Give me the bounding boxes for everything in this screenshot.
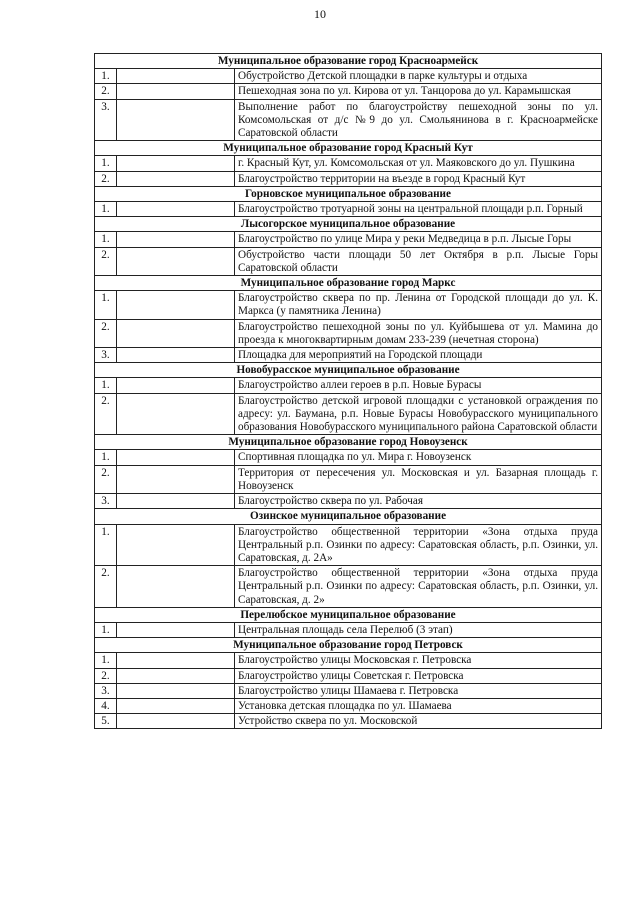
empty-cell xyxy=(117,319,235,347)
empty-cell xyxy=(117,566,235,608)
table-row xyxy=(95,683,602,698)
row-number: 1. xyxy=(95,202,117,217)
empty-cell xyxy=(117,232,235,247)
table-row xyxy=(95,348,602,363)
section-title: Лысогорское муниципальное образование xyxy=(95,217,602,232)
table-row xyxy=(95,156,602,171)
row-number: 2. xyxy=(95,566,117,608)
empty-cell xyxy=(117,524,235,566)
project-description: Обустройство Детской площадки в парке культуры и отдыха xyxy=(235,69,602,84)
section-title: Озинское муниципальное образование xyxy=(95,509,602,524)
table-row xyxy=(95,698,602,713)
table-row xyxy=(95,524,602,566)
row-number: 1. xyxy=(95,291,117,319)
empty-cell xyxy=(117,84,235,99)
table-row xyxy=(95,714,602,729)
project-description: Спортивная площадка по ул. Мира г. Новоузенск xyxy=(235,450,602,465)
row-number: 1. xyxy=(95,653,117,668)
row-number: 2. xyxy=(95,319,117,347)
section-title: Муниципальное образование город Петровск xyxy=(95,638,602,653)
table-row xyxy=(95,378,602,393)
table-row xyxy=(95,171,602,186)
empty-cell xyxy=(117,683,235,698)
empty-cell xyxy=(117,171,235,186)
section-header-row xyxy=(95,276,602,291)
empty-cell xyxy=(117,494,235,509)
row-number: 2. xyxy=(95,668,117,683)
table-row xyxy=(95,566,602,608)
table-row xyxy=(95,494,602,509)
empty-cell xyxy=(117,393,235,435)
empty-cell xyxy=(117,69,235,84)
project-description: Благоустройство общественной территории «Зона отдыха пруда Центральный р.п. Озинки по адресу: Саратовская область, р.п. Озинки, ул. Саратовская, д. 2» xyxy=(235,566,602,608)
table-row xyxy=(95,247,602,275)
row-number: 1. xyxy=(95,524,117,566)
project-description: Благоустройство по улице Мира у реки Медведица в р.п. Лысые Горы xyxy=(235,232,602,247)
section-title: Муниципальное образование город Красноармейск xyxy=(95,54,602,69)
empty-cell xyxy=(117,465,235,493)
table-row xyxy=(95,99,602,141)
row-number: 2. xyxy=(95,465,117,493)
row-number: 2. xyxy=(95,84,117,99)
row-number: 1. xyxy=(95,622,117,637)
project-description: Благоустройство общественной территории «Зона отдыха пруда Центральный р.п. Озинки по адресу: Саратовская область, р.п. Озинки, ул. Саратовская, д. 2А» xyxy=(235,524,602,566)
section-title: Муниципальное образование город Новоузенск xyxy=(95,435,602,450)
project-description: Площадка для мероприятий на Городской площади xyxy=(235,348,602,363)
row-number: 1. xyxy=(95,232,117,247)
empty-cell xyxy=(117,653,235,668)
project-description: Центральная площадь села Перелюб (3 этап) xyxy=(235,622,602,637)
section-header-row xyxy=(95,54,602,69)
project-description: Благоустройство детской игровой площадки с установкой ограждения по адресу: ул. Баумана, р.п. Новые Бурасы Новобурасского муниципального образования Новобурасского муниципального района Саратовской области xyxy=(235,393,602,435)
table-row xyxy=(95,232,602,247)
section-title: Муниципальное образование город Красный Кут xyxy=(95,141,602,156)
empty-cell xyxy=(117,156,235,171)
projects-table xyxy=(94,53,602,729)
project-description: Устройство сквера по ул. Московской xyxy=(235,714,602,729)
section-header-row xyxy=(95,607,602,622)
row-number: 3. xyxy=(95,348,117,363)
project-description: Благоустройство территории на въезде в город Красный Кут xyxy=(235,171,602,186)
project-description: Благоустройство улицы Шамаева г. Петровска xyxy=(235,683,602,698)
section-title: Перелюбское муниципальное образование xyxy=(95,607,602,622)
empty-cell xyxy=(117,668,235,683)
section-header-row xyxy=(95,435,602,450)
table-row xyxy=(95,69,602,84)
empty-cell xyxy=(117,714,235,729)
table-row xyxy=(95,465,602,493)
row-number: 2. xyxy=(95,393,117,435)
table-row xyxy=(95,653,602,668)
table-row xyxy=(95,450,602,465)
table-row xyxy=(95,291,602,319)
empty-cell xyxy=(117,99,235,141)
table-row xyxy=(95,622,602,637)
project-description: г. Красный Кут, ул. Комсомольская от ул. Маяковского до ул. Пушкина xyxy=(235,156,602,171)
project-description: Благоустройство сквера по пр. Ленина от Городской площади до ул. К. Маркса (у памятника Ленина) xyxy=(235,291,602,319)
project-description: Благоустройство тротуарной зоны на центральной площади р.п. Горный xyxy=(235,202,602,217)
project-description: Пешеходная зона по ул. Кирова от ул. Танцорова до ул. Карамышская xyxy=(235,84,602,99)
row-number: 5. xyxy=(95,714,117,729)
row-number: 1. xyxy=(95,156,117,171)
row-number: 3. xyxy=(95,99,117,141)
section-title: Новобурасское муниципальное образование xyxy=(95,363,602,378)
section-header-row xyxy=(95,509,602,524)
empty-cell xyxy=(117,291,235,319)
row-number: 1. xyxy=(95,450,117,465)
table-row xyxy=(95,668,602,683)
section-header-row xyxy=(95,186,602,201)
empty-cell xyxy=(117,348,235,363)
project-description: Благоустройство улицы Советская г. Петровска xyxy=(235,668,602,683)
table-row xyxy=(95,202,602,217)
section-title: Горновское муниципальное образование xyxy=(95,186,602,201)
section-header-row xyxy=(95,363,602,378)
section-header-row xyxy=(95,638,602,653)
table-row xyxy=(95,319,602,347)
empty-cell xyxy=(117,202,235,217)
empty-cell xyxy=(117,622,235,637)
table-row xyxy=(95,84,602,99)
project-description: Благоустройство пешеходной зоны по ул. Куйбышева от ул. Мамина до проезда к многоквартирным домам 233-239 (нечетная сторона) xyxy=(235,319,602,347)
empty-cell xyxy=(117,378,235,393)
row-number: 4. xyxy=(95,698,117,713)
row-number: 2. xyxy=(95,171,117,186)
row-number: 1. xyxy=(95,69,117,84)
project-description: Благоустройство улицы Московская г. Петровска xyxy=(235,653,602,668)
project-description: Установка детская площадка по ул. Шамаева xyxy=(235,698,602,713)
empty-cell xyxy=(117,450,235,465)
empty-cell xyxy=(117,698,235,713)
project-description: Обустройство части площади 50 лет Октября в р.п. Лысые Горы Саратовской области xyxy=(235,247,602,275)
section-header-row xyxy=(95,217,602,232)
row-number: 1. xyxy=(95,378,117,393)
row-number: 3. xyxy=(95,494,117,509)
project-description: Благоустройство сквера по ул. Рабочая xyxy=(235,494,602,509)
project-description: Территория от пересечения ул. Московская и ул. Базарная площадь г. Новоузенск xyxy=(235,465,602,493)
row-number: 2. xyxy=(95,247,117,275)
page-number: 10 xyxy=(314,7,326,21)
section-header-row xyxy=(95,141,602,156)
section-title: Муниципальное образование город Маркс xyxy=(95,276,602,291)
table-row xyxy=(95,393,602,435)
project-description: Выполнение работ по благоустройству пешеходной зоны по ул. Комсомольская от д/с №9 до ул. Смольянинова в г. Красноармейске Саратовской области xyxy=(235,99,602,141)
row-number: 3. xyxy=(95,683,117,698)
project-description: Благоустройство аллеи героев в р.п. Новые Бурасы xyxy=(235,378,602,393)
projects-table-body xyxy=(95,54,602,729)
empty-cell xyxy=(117,247,235,275)
